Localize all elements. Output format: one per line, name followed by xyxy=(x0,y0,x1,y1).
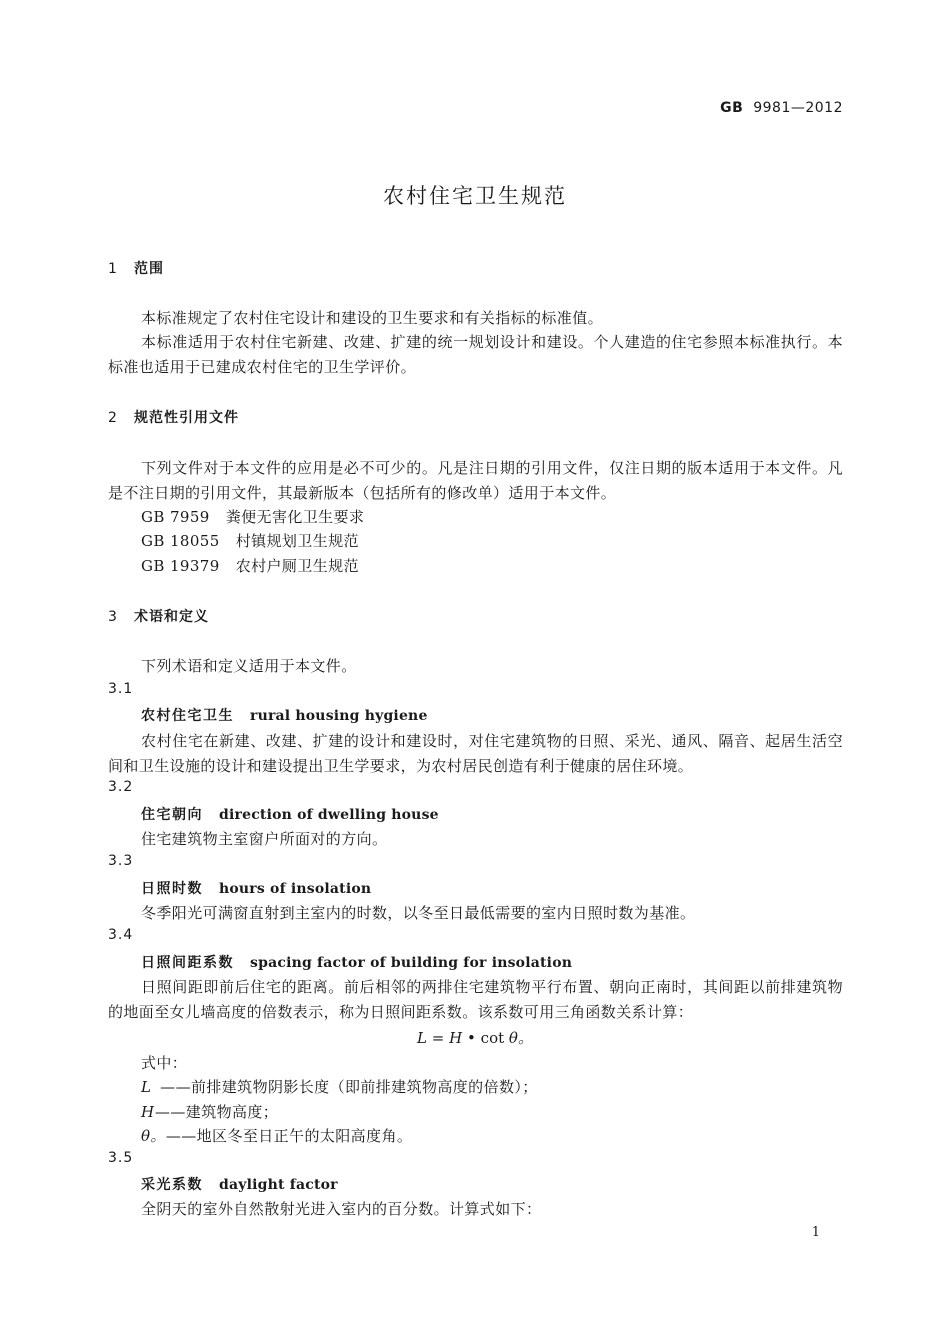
paragraph: 下列文件对于本文件的应用是必不可少的。凡是注日期的引用文件，仅注日期的版本适用于本文件。凡是不注日期的引用文件，其最新版本（包括所有的修改单）适用于本文件。 xyxy=(108,459,843,502)
term-definition: 日照间距即前后住宅的距离。前后相邻的两排住宅建筑物平行布置、朝向正南时，其间距以前排建筑物的地面至女儿墙高度的倍数表示，称为日照间距系数。该系数可用三角函数关系计算： xyxy=(108,978,843,1021)
reference-code: GB 18055 xyxy=(141,532,220,550)
variable-symbol: L xyxy=(141,1078,152,1096)
paragraph: 本标准规定了农村住宅设计和建设的卫生要求和有关指标的标准值。 xyxy=(141,309,604,327)
reference-item xyxy=(141,530,359,551)
reference-code: GB 19379 xyxy=(141,557,220,575)
formula-equals: = xyxy=(431,1029,445,1047)
formula xyxy=(0,1027,950,1048)
term-zh: 采光系数 xyxy=(141,1177,203,1193)
variable-description: ——地区冬至日正午的太阳高度角。 xyxy=(165,1127,413,1145)
term-en: hours of insolation xyxy=(219,881,372,897)
term-zh: 日照时数 xyxy=(141,881,203,897)
variable-definition xyxy=(141,1076,538,1097)
document-title: 农村住宅卫生规范 xyxy=(383,184,567,208)
section-title: 术语和定义 xyxy=(134,609,209,625)
term-number: 3.1 xyxy=(108,681,134,697)
term-definition: 农村住宅在新建、改建、扩建的设计和建设时，对住宅建筑物的日照、采光、通风、隔音、起居生活空间和卫生设施的设计和建设提出卫生学要求，为农村居民创造有利于健康的居住环境。 xyxy=(108,732,843,775)
formula-function: cot xyxy=(480,1029,505,1047)
section-3-heading xyxy=(108,606,209,626)
standard-code xyxy=(720,100,843,116)
variable-symbol: θ。 xyxy=(141,1127,166,1145)
term-number: 3.5 xyxy=(108,1150,134,1166)
term-number: 3.4 xyxy=(108,927,134,943)
section-number: 1 xyxy=(108,261,118,277)
reference-name: 农村户厕卫生规范 xyxy=(235,557,359,575)
reference-item xyxy=(141,506,364,527)
term-en: direction of dwelling house xyxy=(219,807,439,823)
term-zh: 日照间距系数 xyxy=(141,955,234,971)
section-1-heading xyxy=(108,258,164,278)
term-zh: 住宅朝向 xyxy=(141,807,203,823)
page-number: 1 xyxy=(811,1225,820,1240)
term-en: rural housing hygiene xyxy=(250,708,428,724)
section-title: 范围 xyxy=(134,261,164,277)
reference-name: 粪便无害化卫生要求 xyxy=(225,508,365,526)
formula-dot: • xyxy=(467,1029,476,1047)
variable-description: ——建筑物高度； xyxy=(155,1103,279,1121)
section-title: 规范性引用文件 xyxy=(134,410,239,426)
term-zh: 农村住宅卫生 xyxy=(141,708,234,724)
section-number: 3 xyxy=(108,609,118,625)
reference-name: 村镇规划卫生规范 xyxy=(235,532,359,550)
formula-lhs: L xyxy=(417,1029,428,1047)
term-number: 3.3 xyxy=(108,853,134,869)
variable-definition xyxy=(141,1101,278,1122)
term-title xyxy=(141,804,439,824)
term-definition: 冬季阳光可满窗直射到主室内的时数，以冬至日最低需要的室内日照时数为基准。 xyxy=(141,904,696,922)
term-definition: 全阴天的室外自然散射光进入室内的百分数。计算式如下： xyxy=(141,1200,542,1218)
variable-symbol: H xyxy=(141,1103,155,1121)
section-number: 2 xyxy=(108,410,118,426)
section-2-heading xyxy=(108,407,239,427)
term-en: daylight factor xyxy=(219,1177,338,1193)
term-definition: 住宅建筑物主室窗户所面对的方向。 xyxy=(141,830,388,848)
term-title xyxy=(141,878,371,898)
where-label: 式中： xyxy=(141,1054,188,1072)
standard-code-prefix: GB xyxy=(720,100,744,116)
formula-h: H xyxy=(449,1029,463,1047)
reference-item xyxy=(141,555,359,576)
variable-definition xyxy=(141,1125,412,1146)
term-title xyxy=(141,952,572,972)
term-title xyxy=(141,705,428,725)
paragraph: 本标准适用于农村住宅新建、改建、扩建的统一规划设计和建设。个人建造的住宅参照本标准执行。本标准也适用于已建成农村住宅的卫生学评价。 xyxy=(108,333,843,376)
formula-theta: θ。 xyxy=(508,1029,533,1047)
term-number: 3.2 xyxy=(108,779,134,795)
paragraph: 下列术语和定义适用于本文件。 xyxy=(141,657,357,675)
standard-code-number: 9981—2012 xyxy=(753,100,843,116)
variable-description: ——前排建筑物阴影长度（即前排建筑物高度的倍数）； xyxy=(155,1078,538,1096)
term-title xyxy=(141,1174,338,1194)
reference-code: GB 7959 xyxy=(141,508,210,526)
term-en: spacing factor of building for insolation xyxy=(250,955,573,971)
